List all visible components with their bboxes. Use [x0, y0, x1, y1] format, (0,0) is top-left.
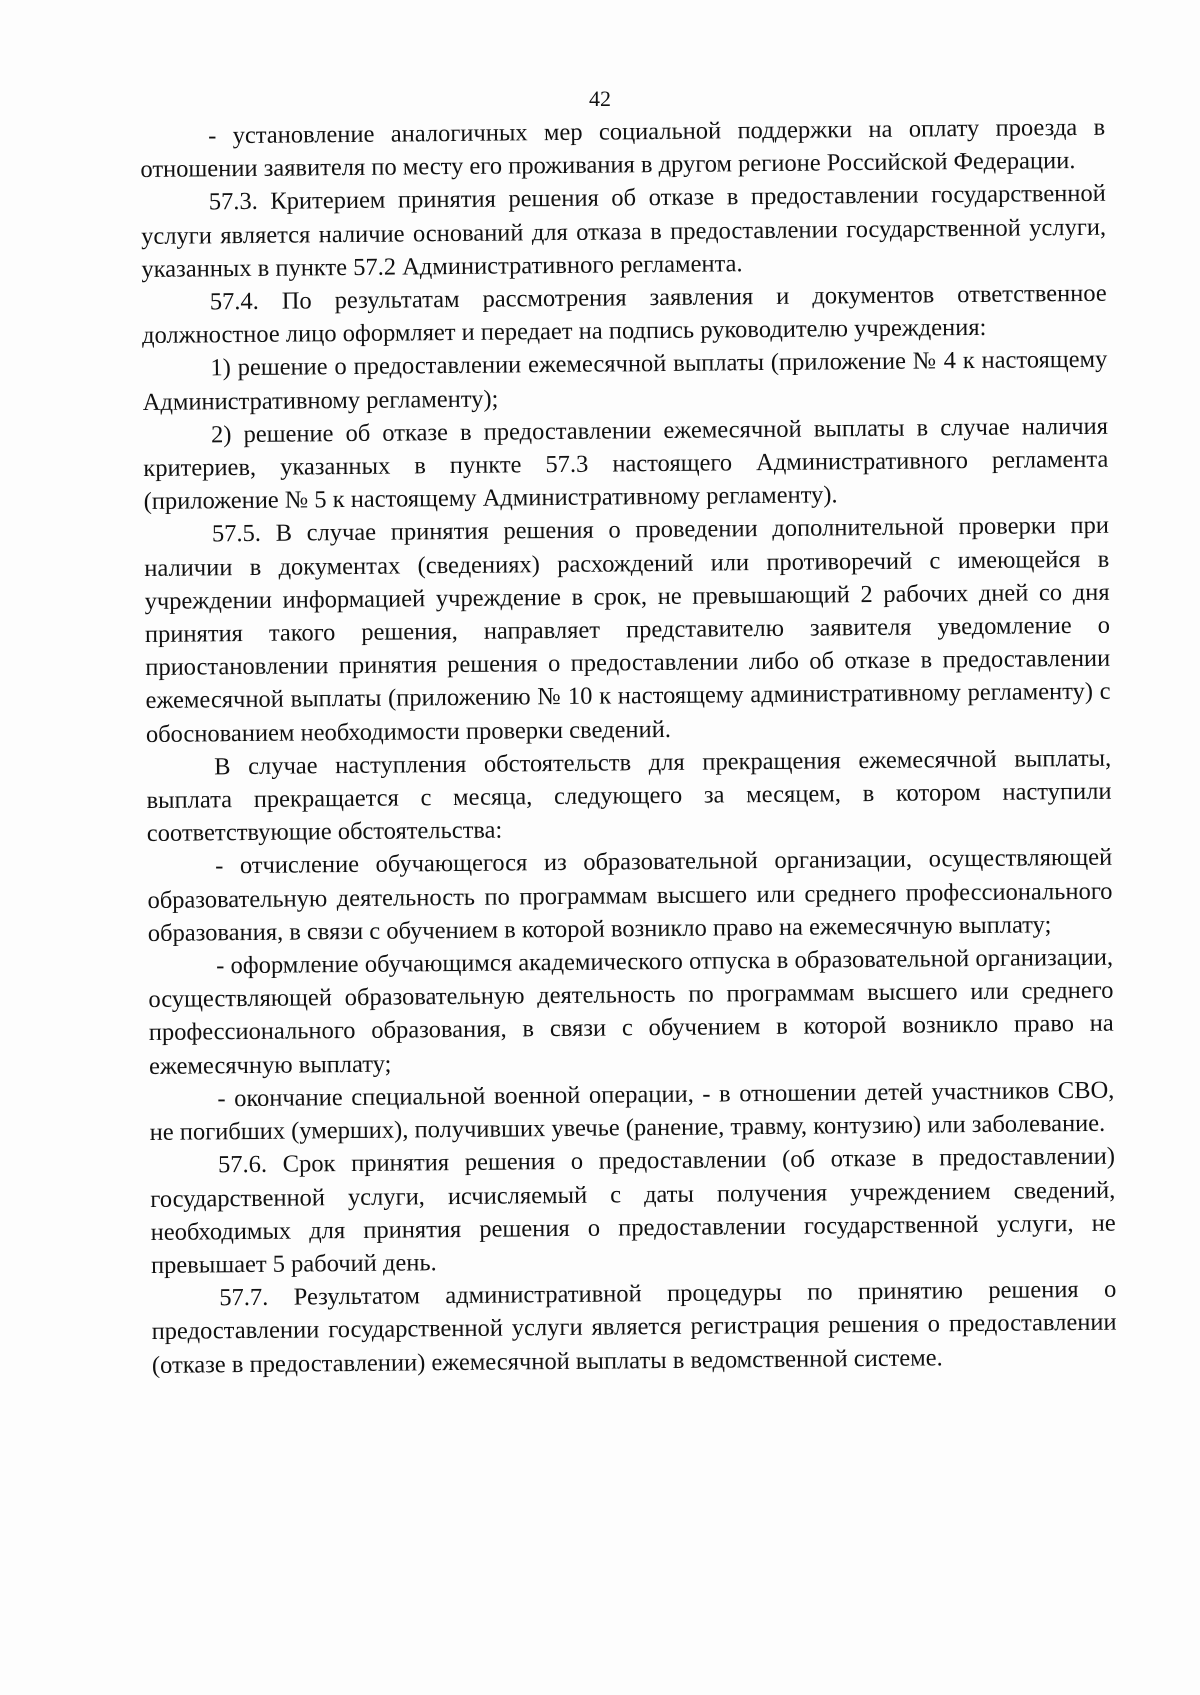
- paragraph-57-4: 57.4. По результатам рассмотрения заявления и документов ответственное должностное лицо оформляет и передает на подпись руководителю учреждения:: [141, 279, 1107, 350]
- paragraph-travel-support: - установление аналогичных мер социальной поддержки на оплату проезда в отношении заявителя по месту его проживания в другом регионе Российской Федерации.: [140, 113, 1106, 184]
- list-item-decision-grant: 1) решение о предоставлении ежемесячной выплаты (приложение № 4 к настоящему Административному регламенту);: [142, 346, 1108, 416]
- document-body: [140, 111, 1117, 1382]
- paragraph-termination: В случае наступления обстоятельств для прекращения ежемесячной выплаты, выплата прекращается с месяца, следующего за месяцем, в котором наступили соответствующие обстоятельства:: [146, 744, 1112, 848]
- list-item-decision-refusal: 2) решение об отказе в предоставлении ежемесячной выплаты в случае наличия критериев, указанных в пункте 57.3 настоящего Административного регламента (приложение № 5 к настоящему Административному регламенту).: [143, 412, 1109, 516]
- paragraph-57-3: 57.3. Критерием принятия решения об отказе в предоставлении государственной услуги является наличие оснований для отказа в предоставлении государственной услуги, указанных в пункте 57.2 Административного регламента.: [140, 180, 1107, 283]
- paragraph-57-7: 57.7. Результатом административной процедуры по принятию решения о предоставлении государственной услуги является регистрация решения о предоставлении (отказе в предоставлении) ежемесячной выплаты в ведомственной системе.: [151, 1275, 1117, 1379]
- list-item-svo-end: - окончание специальной военной операции, - в отношении детей участников СВО, не погибших (умерших), получивших увечье (ранение, травму, контузию) или заболевание.: [149, 1076, 1115, 1147]
- paragraph-57-6: 57.6. Срок принятия решения о предоставлении (об отказе в предоставлении) государственной услуги, исчисляемый с даты получения учреждением сведений, необходимых для принятия решения о предоставлении государственной услуги, не превышает 5 рабочий день.: [150, 1142, 1116, 1279]
- paragraph-57-5: 57.5. В случае принятия решения о проведении дополнительной проверки при наличии в документах (сведениях) расхождений или противоречий с имеющейся в учреждении информацией учреждение в срок, не превышающий 2 рабочих дней со дня принятия такого решения, направляет представителю заявителя уведомление о приостановлении принятия решения о предоставлении либо об отказе в предоставлении ежемесячной выплаты (приложению № 10 к настоящему административному регламенту) с обоснованием необходимости проверки сведений.: [144, 512, 1111, 748]
- page-number: 42: [589, 86, 611, 111]
- list-item-expulsion: - отчисление обучающегося из образовательной организации, осуществляющей образовательную деятельность по программам высшего или среднего профессионального образования, в связи с обучением в которой возникло право на ежемесячную выплату;: [147, 844, 1113, 947]
- list-item-academic-leave: - оформление обучающимся академического отпуска в образовательной организации, осуществляющей образовательную деятельность по программам высшего или среднего профессионального образования, в связи с обучением в которой возникло право на ежемесячную выплату;: [148, 943, 1114, 1080]
